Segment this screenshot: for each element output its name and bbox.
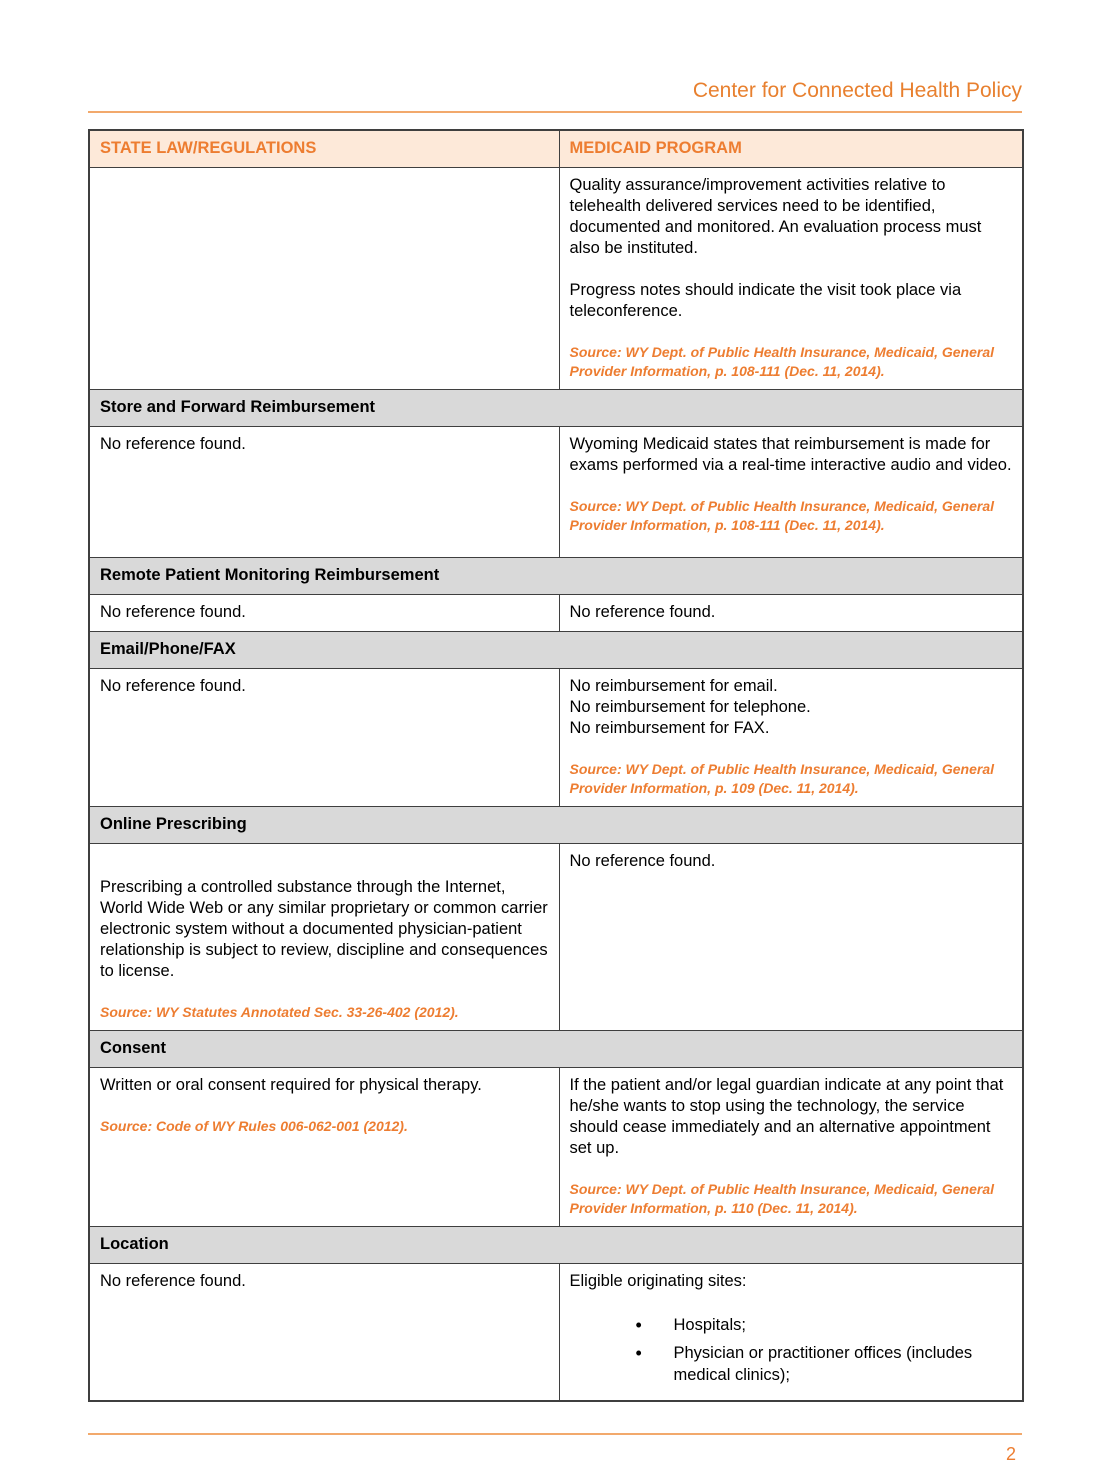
list-item: • Physician or practitioner offices (includes medical clinics); xyxy=(636,1342,1013,1386)
section-header-location: Location xyxy=(89,1227,1023,1264)
cell-location-right xyxy=(559,1264,1023,1402)
cell-email-right xyxy=(559,669,1023,807)
cell-prescribing-right: No reference found. xyxy=(559,844,1023,1031)
cell-prescribing-left xyxy=(89,844,559,1031)
section-header-online-prescribing: Online Prescribing xyxy=(89,807,1023,844)
cell-consent-right xyxy=(559,1068,1023,1227)
section-row-email-phone-fax xyxy=(89,632,1023,669)
section-row-remote-monitoring xyxy=(89,558,1023,595)
statement-line: No reimbursement for email. xyxy=(569,677,778,695)
cell-remote-monitoring-right: No reference found. xyxy=(559,595,1023,632)
row-remote-monitoring xyxy=(89,595,1023,632)
source-citation: Source: WY Dept. of Public Health Insurance, Medicaid, General Provider Information, p. 108-111 (Dec. 11, 2014). xyxy=(569,498,995,533)
paragraph: Prescribing a controlled substance through the Internet, World Wide Web or any similar proprietary or common carrier electronic system without a documented physician-patient relationship is subject to review, discipline and consequences to license. xyxy=(100,878,548,980)
section-row-location xyxy=(89,1227,1023,1264)
cell-store-forward-left: No reference found. xyxy=(89,427,559,558)
column-header-medicaid: MEDICAID PROGRAM xyxy=(559,130,1023,168)
cell-quality-right xyxy=(559,168,1023,390)
row-email-phone-fax xyxy=(89,669,1023,807)
cell-email-left: No reference found. xyxy=(89,669,559,807)
section-header-store-forward: Store and Forward Reimbursement xyxy=(89,390,1023,427)
row-consent xyxy=(89,1068,1023,1227)
section-header-email-phone-fax: Email/Phone/FAX xyxy=(89,632,1023,669)
cell-store-forward-right xyxy=(559,427,1023,558)
row-quality-assurance xyxy=(89,168,1023,390)
section-header-consent: Consent xyxy=(89,1031,1023,1068)
cell-location-left: No reference found. xyxy=(89,1264,559,1402)
source-citation: Source: Code of WY Rules 006-062-001 (2012). xyxy=(100,1118,408,1134)
section-row-online-prescribing xyxy=(89,807,1023,844)
paragraph: Progress notes should indicate the visit took place via teleconference. xyxy=(569,281,962,320)
row-store-forward xyxy=(89,427,1023,558)
row-online-prescribing xyxy=(89,844,1023,1031)
cell-consent-left xyxy=(89,1068,559,1227)
cell-remote-monitoring-left: No reference found. xyxy=(89,595,559,632)
document-header xyxy=(88,78,1022,113)
source-citation: Source: WY Dept. of Public Health Insurance, Medicaid, General Provider Information, p. 110 (Dec. 11, 2014). xyxy=(569,1181,995,1216)
paragraph: Wyoming Medicaid states that reimbursement is made for exams performed via a real-time interactive audio and video. xyxy=(569,435,1012,474)
section-row-consent xyxy=(89,1031,1023,1068)
statement-line: No reimbursement for FAX. xyxy=(569,719,770,737)
eligible-sites-list xyxy=(636,1314,1013,1386)
paragraph: Quality assurance/improvement activities relative to telehealth delivered services need to be identified, documented and monitored. An evaluation process must also be instituted. xyxy=(569,176,982,257)
source-citation: Source: WY Dept. of Public Health Insurance, Medicaid, General Provider Information, p. 109 (Dec. 11, 2014). xyxy=(569,761,995,796)
org-title: Center for Connected Health Policy xyxy=(692,79,1022,102)
document-footer xyxy=(88,1433,1022,1465)
column-header-state-law: STATE LAW/REGULATIONS xyxy=(89,130,559,168)
section-header-remote-monitoring: Remote Patient Monitoring Reimbursement xyxy=(89,558,1023,595)
statement-line: No reimbursement for telephone. xyxy=(569,698,811,716)
row-location xyxy=(89,1264,1023,1402)
table-header-row xyxy=(89,130,1023,168)
source-citation: Source: WY Statutes Annotated Sec. 33-26-402 (2012). xyxy=(100,1004,459,1020)
paragraph: Written or oral consent required for physical therapy. xyxy=(100,1076,482,1094)
policy-comparison-table xyxy=(88,129,1024,1402)
source-citation: Source: WY Dept. of Public Health Insurance, Medicaid, General Provider Information, p. 108-111 (Dec. 11, 2014). xyxy=(569,344,995,379)
cell-quality-left-empty xyxy=(89,168,559,390)
section-row-store-forward xyxy=(89,390,1023,427)
page-number: 2 xyxy=(1005,1444,1016,1464)
paragraph: If the patient and/or legal guardian indicate at any point that he/she wants to stop using the technology, the service should cease immediately and an alternative appointment set up. xyxy=(569,1076,1004,1157)
list-item: • Hospitals; xyxy=(636,1314,1013,1336)
eligible-sites-intro: Eligible originating sites: xyxy=(569,1272,747,1290)
